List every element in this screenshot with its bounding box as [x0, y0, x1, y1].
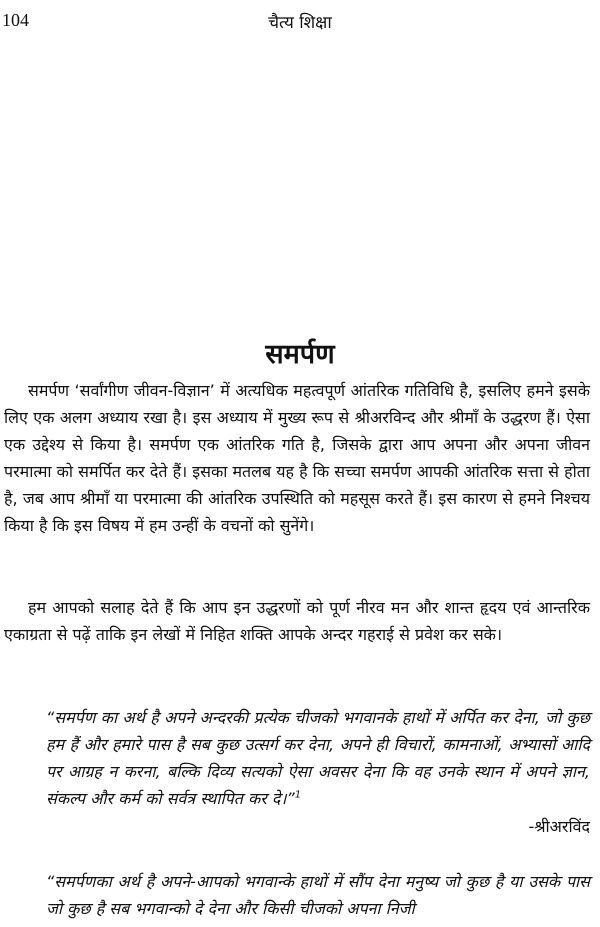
chapter-title: समर्पण: [265, 339, 335, 371]
quote-block: [46, 868, 590, 922]
quote-attribution: -श्रीअरविंद: [528, 817, 590, 836]
body-paragraph-intro: समर्पण ‘सर्वांगीण जीवन-विज्ञान’ में अत्यधिक महत्वपूर्ण आंतरिक गतिविधि है, इसलिए हमने इसके लिए एक अलग अध्याय रखा है। इस अध्याय में मुख्य रूप से श्रीअरविन्द और श्रीमाँ के उद्धरण हैं। ऐसा एक उद्देश्य से किया है। समर्पण एक आंतरिक गति है, जिसके द्वारा आप अपना और अपना जीवन परमात्मा को समर्पित कर देते हैं। इसका मतलब यह है कि सच्चा समर्पण आपकी आंतरिक सत्ता से होता है, जब आप श्रीमाँ या परमात्मा की आंतरिक उपस्थिति को महसूस करते हैं। इस कारण से हमने निश्चय किया है कि इस विषय में हम उन्हीं के वचनों को सुनेंगे।: [4, 381, 590, 535]
quote-text: “समर्पणका अर्थ है अपने-आपको भगवान्के हाथों में सौंप देना मनुष्य जो कुछ है या उसके पास जो कुछ है सब भगवान्को दे देना और किसी चीजको अपना निजी: [46, 872, 590, 918]
quote-block: [46, 704, 590, 812]
body-paragraph-advice: हम आपको सलाह देते हैं कि आप इन उद्धरणों को पूर्ण नीरव मन और शान्त हृदय एवं आन्तरिक एकाग्रता से पढ़ें ताकि इन लेखों में निहित शक्ति आपके अन्दर गहराई से प्रवेश कर सके।: [4, 598, 590, 644]
page-number: 104: [2, 10, 29, 30]
quote-text: “समर्पण का अर्थ है अपने अन्दरकी प्रत्येक चीजको भगवानके हाथों में अर्पित कर देना, जो कुछ हम हैं और हमारे पास है सब कुछ उत्सर्ग कर देना, अपने ही विचारों, कामनाओं, अभ्यासों आदि पर आग्रह न करना, बल्कि दिव्य सत्यको ऐसा अवसर देना कि वह उनके स्थान में अपने ज्ञान, संकल्प और कर्म को सर्वत्र स्थापित कर दे।”: [46, 708, 590, 808]
footnote-reference: 1: [294, 789, 302, 801]
running-head-title: चैत्य शिक्षा: [268, 13, 332, 33]
